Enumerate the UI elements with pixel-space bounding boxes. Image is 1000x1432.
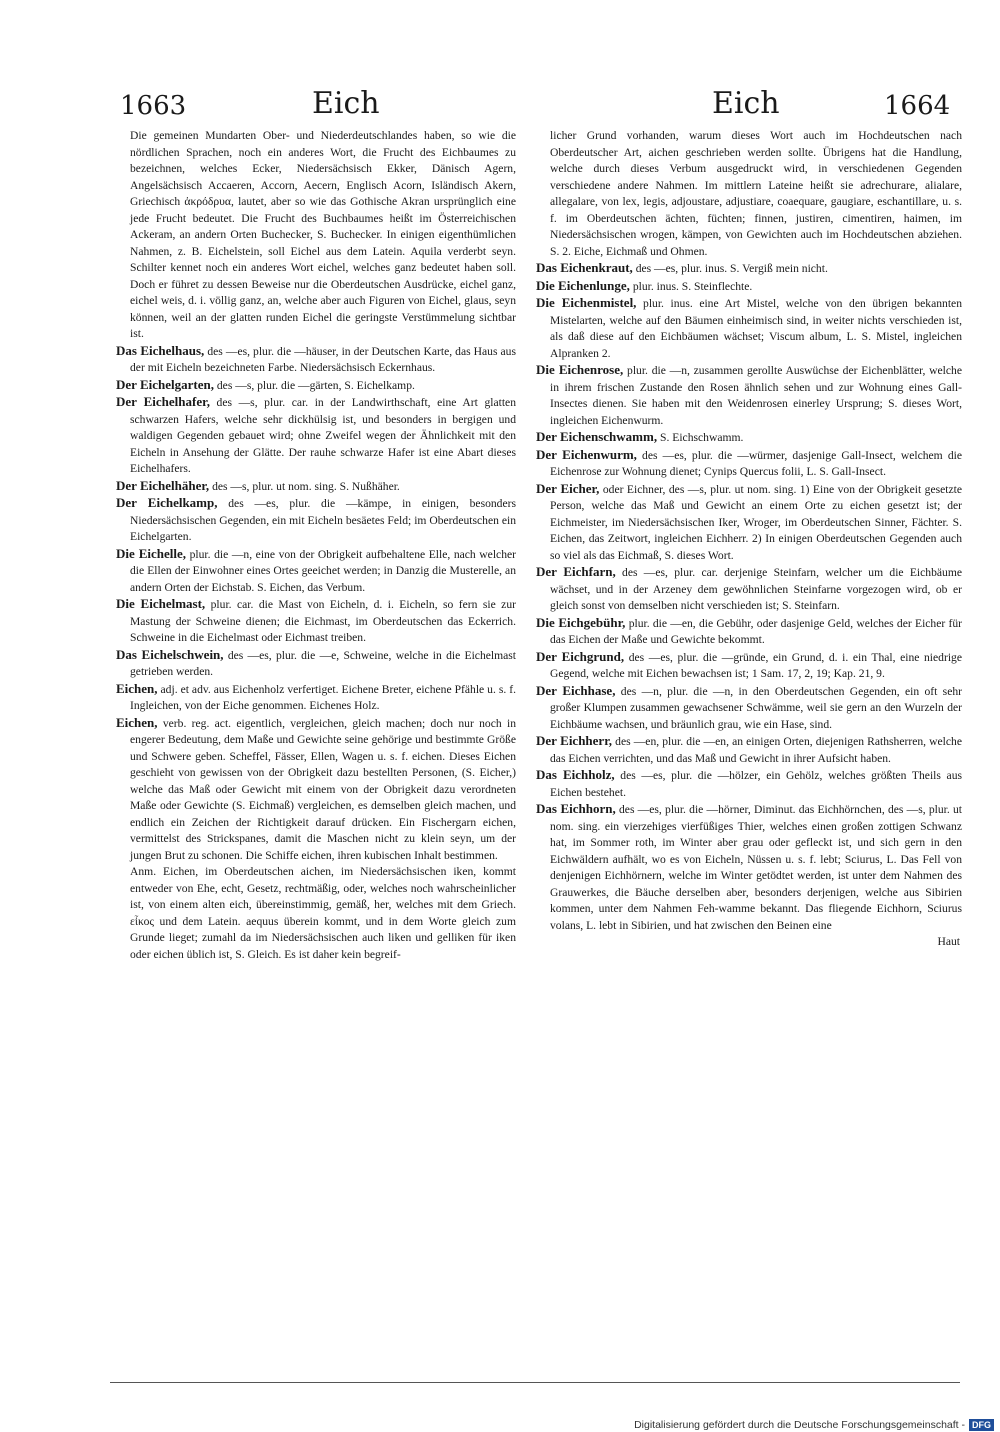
entry-text: des —es, plur. die —gründe, ein Grund, d. i. ein Thal, eine niedrige Gegend, welche mit Eichen bewachsen ist; 1 Sam. 17, 2, 19; Kap. 21, 9. <box>550 650 962 680</box>
dictionary-entry <box>536 801 962 934</box>
entry-headword: Das Eichhorn, <box>536 801 616 816</box>
entry-headword: Der Eichenwurm, <box>536 446 637 462</box>
dictionary-entry <box>536 733 962 767</box>
dictionary-entry <box>536 564 962 615</box>
entry-text: des —es, plur. die —hölzer, ein Gehölz, welches größten Theils aus Eichen bestehet. <box>550 769 963 799</box>
footer-text: Digitalisierung gefördert durch die Deutsche Forschungsgemeinschaft - <box>634 1419 965 1431</box>
entry-text: plur. die —n, eine von der Obrigkeit aufbehaltene Elle, nach welcher die Ellen der Einwohner eines Ortes geeichet werden; in Danzig die Musterelle, an andern Orten der Eichstab. S. Eichen, das Verbum. <box>130 547 516 594</box>
dictionary-entry <box>116 377 516 395</box>
dictionary-entry <box>116 681 516 715</box>
right-column <box>536 128 962 951</box>
entry-headword: Die Eichgebühr, <box>536 614 626 630</box>
entry-text: plur. inus. eine Art Mistel, welche von den übrigen bekannten Mistelarten, welche auf den Bäumen einheimisch sind, in weiter nichts verschieden ist, als daß diese auf den Eichbäumen wächset; Viscum album, L. S. Mistel, ingleichen Alpranken 2. <box>550 297 962 360</box>
entry-headword: Eichen, <box>116 714 158 730</box>
entry-text: oder Eichner, des —s, plur. ut nom. sing. 1) Eine von der Obrigkeit gesetzte Person, welche das Maß und Gewicht an einem Orte zu eichen gesetzt ist; der Eichmeister, im Niedersächsischen Iker, Wroger, im Oberdeutschen Sinner, Fächter. S. Eichen, das Zeitwort, ingleichen Eichherr. 2) In einigen Oberdeutschen Gegenden auch so viel als das Eichmaß, S. dieses Wort. <box>550 482 962 562</box>
entry-headword: Der Eichenschwamm, <box>536 429 658 444</box>
entry-text: des —s, plur. ut nom. sing. S. Nußhäher. <box>212 479 400 493</box>
entry-text: des —es, plur. die —häuser, in der Deutschen Karte, das Haus aus der mit Eicheln bezeichneten Farbe. Niedersächsisch Eckernhaus. <box>130 344 516 374</box>
entry-headword: Der Eichelkamp, <box>116 495 218 510</box>
dictionary-entry <box>116 394 516 478</box>
dictionary-entry <box>536 649 962 683</box>
entry-text: des —n, plur. die —n, in den Oberdeutschen Gegenden, ein oft sehr großer Klumpen zusammen gewachsener Schwämme, weil sie gern an den Wurzeln der Eichbäume wachsen, und bräunlich grau, wie ein Hase, sind. <box>550 684 962 731</box>
dfg-logo: DFG <box>969 1419 994 1431</box>
entry-headword: Der Eichgrund, <box>536 648 625 664</box>
dictionary-entry <box>536 278 962 296</box>
entry-headword: Die Eichelmast, <box>116 596 206 611</box>
entry-text: plur. car. die Mast von Eicheln, d. i. Eicheln, so fern sie zur Mastung der Schweine dienen; die Eichmast, im Oberdeutschen das Eckerrich. Schweine in die Eichelmast oder Eichmast treiben. <box>130 598 516 644</box>
entry-headword: Das Eichenkraut, <box>536 260 633 275</box>
entry-headword: Der Eichelhäher, <box>116 477 210 493</box>
dictionary-entry <box>536 447 962 481</box>
entry-headword: Die Eichenlunge, <box>536 277 630 293</box>
entry-text: Anm. Eichen, im Oberdeutschen aichen, im Niedersächsischen iken, kommt entweder von Ehe, echt, Gesetz, rechtmäßig, oder, welches noch wahrscheinlicher ist, von einem alten eich, übereinstimmig, gemäß, her, welches mit dem Griech. εἶκος und dem Latein. aequus überein kommt, und in dem Worte gleich zum Grunde lieget; zumahl da im Niedersächsischen auch liken und gelliken für iken oder eichen üblich ist, S. Gleich. Es ist daher kein begreif- <box>130 865 516 961</box>
dictionary-entry <box>116 343 516 377</box>
entry-text: des —en, plur. die —en, an einigen Orten, diejenigen Rathsherren, welche das Eichen verrichten, und das Maß und Gewicht in ihrer Aufsicht haben. <box>550 735 962 765</box>
entry-headword: Das Eichelschwein, <box>116 646 224 662</box>
entry-text: des —s, plur. die —gärten, S. Eichelkamp. <box>216 378 415 392</box>
running-head-left: Eich <box>312 86 380 121</box>
entry-headword: Der Eichfarn, <box>536 564 616 579</box>
footer <box>584 1418 994 1432</box>
page-number-right: 1664 <box>884 91 951 121</box>
running-head-right: Eich <box>712 86 780 121</box>
dictionary-entry <box>536 295 962 362</box>
dictionary-entry <box>536 481 962 565</box>
dictionary-entry <box>116 478 516 496</box>
entry-text: Die gemeinen Mundarten Ober- und Niederdeutschlandes haben, so wie die nördlichen Sprachen, noch ein anderes Wort, die Frucht des Eichbaumes zu bezeichnen, welches Ecker, Niedersächsisch Ekker, Dänisch Agern, Angelsächsisch Accaeren, Accorn, Aecern, Englisch Acorn, Isländisch Akern, Griechisch ἀκρόδρυα, lautet, aber so wie das Gothische Akran ursprünglich eine jede Frucht bedeutet. Die Frucht des Buchbaumes heißt im Österreichischen Ackeram, an andern Orten Buchecker, S. Buchecker. In einigen eigenthümlichen Nahmen, z. B. Eichelstein, soll Eichel aus dem Latein. Aquila verderbt seyn. Schilter kennet noch ein anderes Wort eichel, welches ganz bedeutet haben soll. Doch er führet zu dessen Beweise nur die Oberdeutschen Ausdrücke, eichel ganz, eichel weis, d. i. völlig ganz, an, welche aber auch Figuren von Eichel, glaus, seyn können, weil an der glatten runden Eichel die geringste Verstümmelung sichtbar ist. <box>130 129 516 340</box>
entry-text: des —es, plur. die —hörner, Diminut. das Eichhörnchen, des —s, plur. ut nom. sing. ein vierzehiges vierfüßiges Thier, welches einen großen zottigen Schwanz hat, im Sommer roth, im Winter aber grau oder gefleckt ist, und sich gern in den Eichwäldern aufhält, wo es von Eicheln, Nüssen u. s. f. lebt; Sciurus, L. Das Fell von denjenigen Eichhörnern, welche im Winter getödtet werden, ist unter dem Nahmen des Grauwerkes, die Bäuche derselben aber, besonders derjenigen, welche aus Sibirien kommen, unter dem Nahmen Feh-wamme bekannt. Das fliegende Eichhorn, Sciurus volans, L. lebt in Sibirien, und hat zwischen den Beinen eine <box>550 803 962 932</box>
dictionary-entry <box>116 596 516 647</box>
entry-headword: Das Eichelhaus, <box>116 342 205 358</box>
dictionary-entry <box>116 546 516 597</box>
entry-headword: Eichen, <box>116 680 158 696</box>
page-header <box>0 84 1000 124</box>
entry-text: des —es, plur. die —e, Schweine, welche in die Eichelmast getrieben werden. <box>130 648 517 678</box>
entry-text: plur. die —n, zusammen gerollte Auswüchse der Eichenblätter, welche in ihrem frischen Zustande den Rosen ähnlich sehen und zur Wohnung eines Gall-Insectes dienen. Sie haben mit den Weidenrosen einerley Ursprung; S. dieses Wort, ingleichen Eichenwurm. <box>550 364 962 427</box>
entry-text: des —es, plur. die —würmer, dasjenige Gall-Insect, welchem die Eichenrose zur Wohnung dienet; Cynips Quercus folii, L. S. Gall-Insect. <box>550 448 962 478</box>
entry-text: S. Eichschwamm. <box>660 431 744 444</box>
entry-headword: Das Eichholz, <box>536 767 615 782</box>
entry-headword: Der Eicher, <box>536 480 600 496</box>
bottom-rule <box>110 1382 960 1383</box>
entry-text: verb. reg. act. eigentlich, vergleichen, gleich machen; doch nur noch in engerer Bedeutung, dem Maße und Gewichte seine gehörige und bestimmte Größe und Schwere geben. Scheffel, Fässer, Ellen, Wagen u. s. f. eichen. Dieses Eichen geschieht von gewissen von der Obrigkeit dazu bestellten Personen, (S. Eicher,) welche das Maß oder Gewicht mit einem von der Obrigkeit dazu verordneten Maße oder Gewichte (S. Eichmaß) vergleichen, es demselben gleich machen, und endlich ein Zeichen der Richtigkeit darauf drücken. Ein Fischergarn eichen, vermittelst des Strickspanes, damit die Maschen nicht zu klein seyn, um der jungen Brut zu schonen. Die Schiffe eichen, ihren kubischen Inhalt bestimmen. <box>130 716 516 862</box>
entry-headword: Die Eichelle, <box>116 545 186 561</box>
dictionary-entry <box>536 767 962 801</box>
entry-headword: Die Eichenrose, <box>536 362 624 377</box>
entry-text: des —es, plur. die —kämpe, in einigen, besonders Niedersächsischen Gegenden, ein mit Eicheln besäetes Feld; im Oberdeutschen ein Eichelgarten. <box>130 497 516 543</box>
entry-text: plur. inus. S. Steinflechte. <box>632 279 753 293</box>
page-number-left: 1663 <box>120 91 187 121</box>
entry-headword: Der Eichherr, <box>536 733 613 748</box>
entry-headword: Der Eichelhafer, <box>116 394 210 409</box>
entry-text: des —es, plur. inus. S. Vergiß mein nicht. <box>635 262 828 275</box>
dictionary-entry <box>116 864 516 963</box>
dictionary-entry <box>536 362 962 429</box>
dictionary-entry <box>116 715 516 865</box>
dictionary-entry <box>116 495 516 546</box>
dictionary-entry <box>536 128 962 260</box>
entry-text: des —es, plur. car. derjenige Steinfarn, welcher um die Eichbäume wächset, und in der Arzeney dem gewöhnlichen Steinfarne vorgezogen wird, ob er gleich sonst von demselben nicht verschieden ist; S. Steinfarn. <box>550 566 963 612</box>
entry-text: adj. et adv. aus Eichenholz verfertiget. Eichene Breter, eichene Pfähle u. s. f. Ingleichen, von der Eiche genommen. Eichenes Holz. <box>130 682 516 712</box>
dictionary-entry <box>536 260 962 278</box>
entry-text: des —s, plur. car. in der Landwirthschaft, eine Art glatten schwarzen Hafers, welche sehr dickhülsig ist, und besonders in bergigen und waldigen Gegenden gebauet wird; ohne Zweifel wegen der Ähnlichkeit mit den Eicheln in Ansehung der Glätte. Der rauhe schwarze Hafer ist eine Abart dieses Eichelhafers. <box>130 396 516 475</box>
entry-headword: Der Eichhase, <box>536 682 616 698</box>
entry-headword: Die Eichenmistel, <box>536 295 637 310</box>
entry-headword: Der Eichelgarten, <box>116 376 214 392</box>
entry-text: licher Grund vorhanden, warum dieses Wort auch im Hochdeutschen nach Oberdeutscher Art, aichen geschrieben werden sollte. Übrigens hat die Handlung, welche durch dieses Verbum ausgedruckt wird, in verschiedenen Gegenden verschiedene andere Nahmen. Im mittlern Lateine heißt sie adrechurare, alialare, allegalare, von lex, legis, adjoustare, adjustiare, coaequare, gaugiare, eschantillare, u. s. f. im Oberdeutschen ächten, füchten; finnen, justiren, cimentiren, haimen, im Niedersächsischen wrogen, kämpen, von Gewichten auch im Hochdeutschen abziehen. S. 2. Eiche, Eichmaß und Ohmen. <box>550 129 962 258</box>
dictionary-entry <box>536 683 962 734</box>
dictionary-entry <box>116 128 516 343</box>
left-column <box>116 128 516 963</box>
entry-text: plur. die —en, die Gebühr, oder dasjenige Geld, welches der Eicher für das Eichen der Maße und Gewichte bekommt. <box>550 616 962 646</box>
dictionary-entry <box>116 647 516 681</box>
dictionary-entry <box>536 429 962 447</box>
dictionary-entry <box>536 615 962 649</box>
catchword: Haut <box>937 935 960 948</box>
